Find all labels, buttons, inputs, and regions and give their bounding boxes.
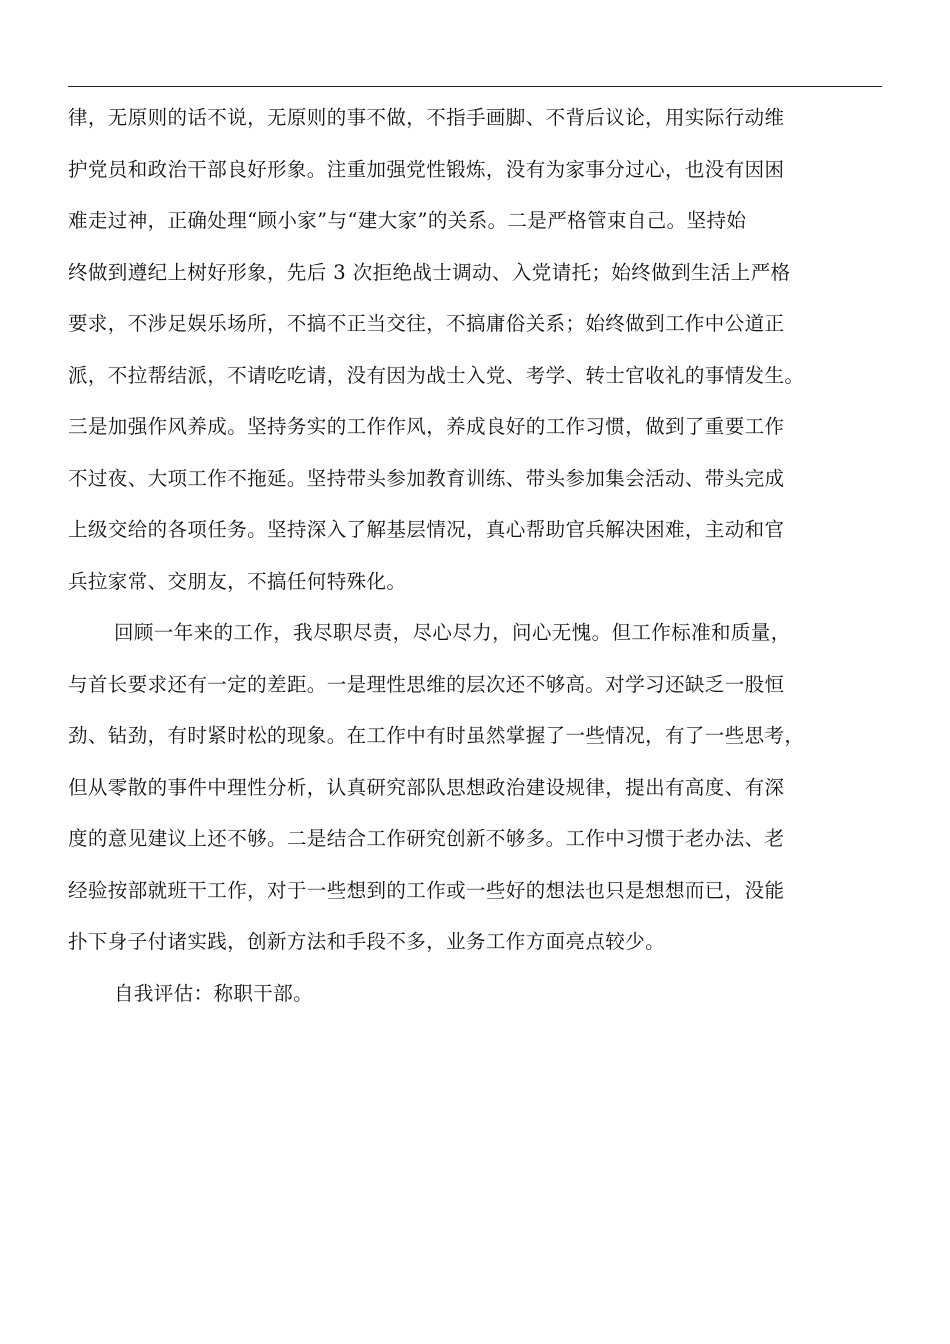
header-rule	[68, 86, 882, 87]
text-line: 要求，不涉足娱乐场所，不搞不正当交往，不搞庸俗关系；始终做到工作中公道正	[68, 312, 785, 335]
text-line: 劲、钻劲，有时紧时松的现象。在工作中有时虽然掌握了一些情况，有了一些思考，	[68, 724, 805, 747]
text-line: 终做到遵纪上树好形象，先后 3 次拒绝战士调动、入党请托；始终做到生活上严格	[68, 260, 791, 284]
text-line: 派，不拉帮结派，不请吃吃请，没有因为战士入党、考学、转士官收礼的事情发生。	[68, 363, 805, 387]
text-line: 与首长要求还有一定的差距。一是理性思维的层次还不够高。对学习还缺乏一股恒	[68, 672, 785, 696]
text-line: 护党员和政治干部良好形象。注重加强党性锻炼，没有为家事分过心，也没有因困	[68, 157, 785, 181]
text-line: 度的意见建议上还不够。二是结合工作研究创新不够多。工作中习惯于老办法、老	[68, 827, 785, 850]
text-line: 回顾一年来的工作，我尽职尽责，尽心尽力，问心无愧。但工作标准和质量，	[114, 621, 791, 644]
text-line: 兵拉家常、交朋友，不搞任何特殊化。	[68, 569, 407, 593]
text-line: 经验按部就班干工作，对于一些想到的工作或一些好的想法也只是想想而已，没能	[68, 878, 785, 902]
text-line: 但从零散的事件中理性分析，认真研究部队思想政治建设规律，提出有高度、有深	[68, 775, 785, 799]
text-line: 三是加强作风养成。坚持务实的工作作风，养成良好的工作习惯，做到了重要工作	[68, 415, 785, 438]
text-line: 不过夜、大项工作不拖延。坚持带头参加教育训练、带头参加集会活动、带头完成	[68, 466, 785, 490]
text-line: 难走过神，正确处理“顾小家”与“建大家”的关系。二是严格管束自己。坚持始	[68, 209, 747, 232]
self-assessment-line: 自我评估：称职干部。	[114, 981, 314, 1005]
text-line: 律，无原则的话不说，无原则的事不做，不指手画脚、不背后议论，用实际行动维	[68, 106, 785, 129]
document-body	[68, 92, 896, 1019]
text-line: 扑下身子付诸实践，创新方法和手段不多，业务工作方面亮点较少。	[68, 930, 666, 953]
text-line: 上级交给的各项任务。坚持深入了解基层情况，真心帮助官兵解决困难，主动和官	[68, 518, 785, 541]
